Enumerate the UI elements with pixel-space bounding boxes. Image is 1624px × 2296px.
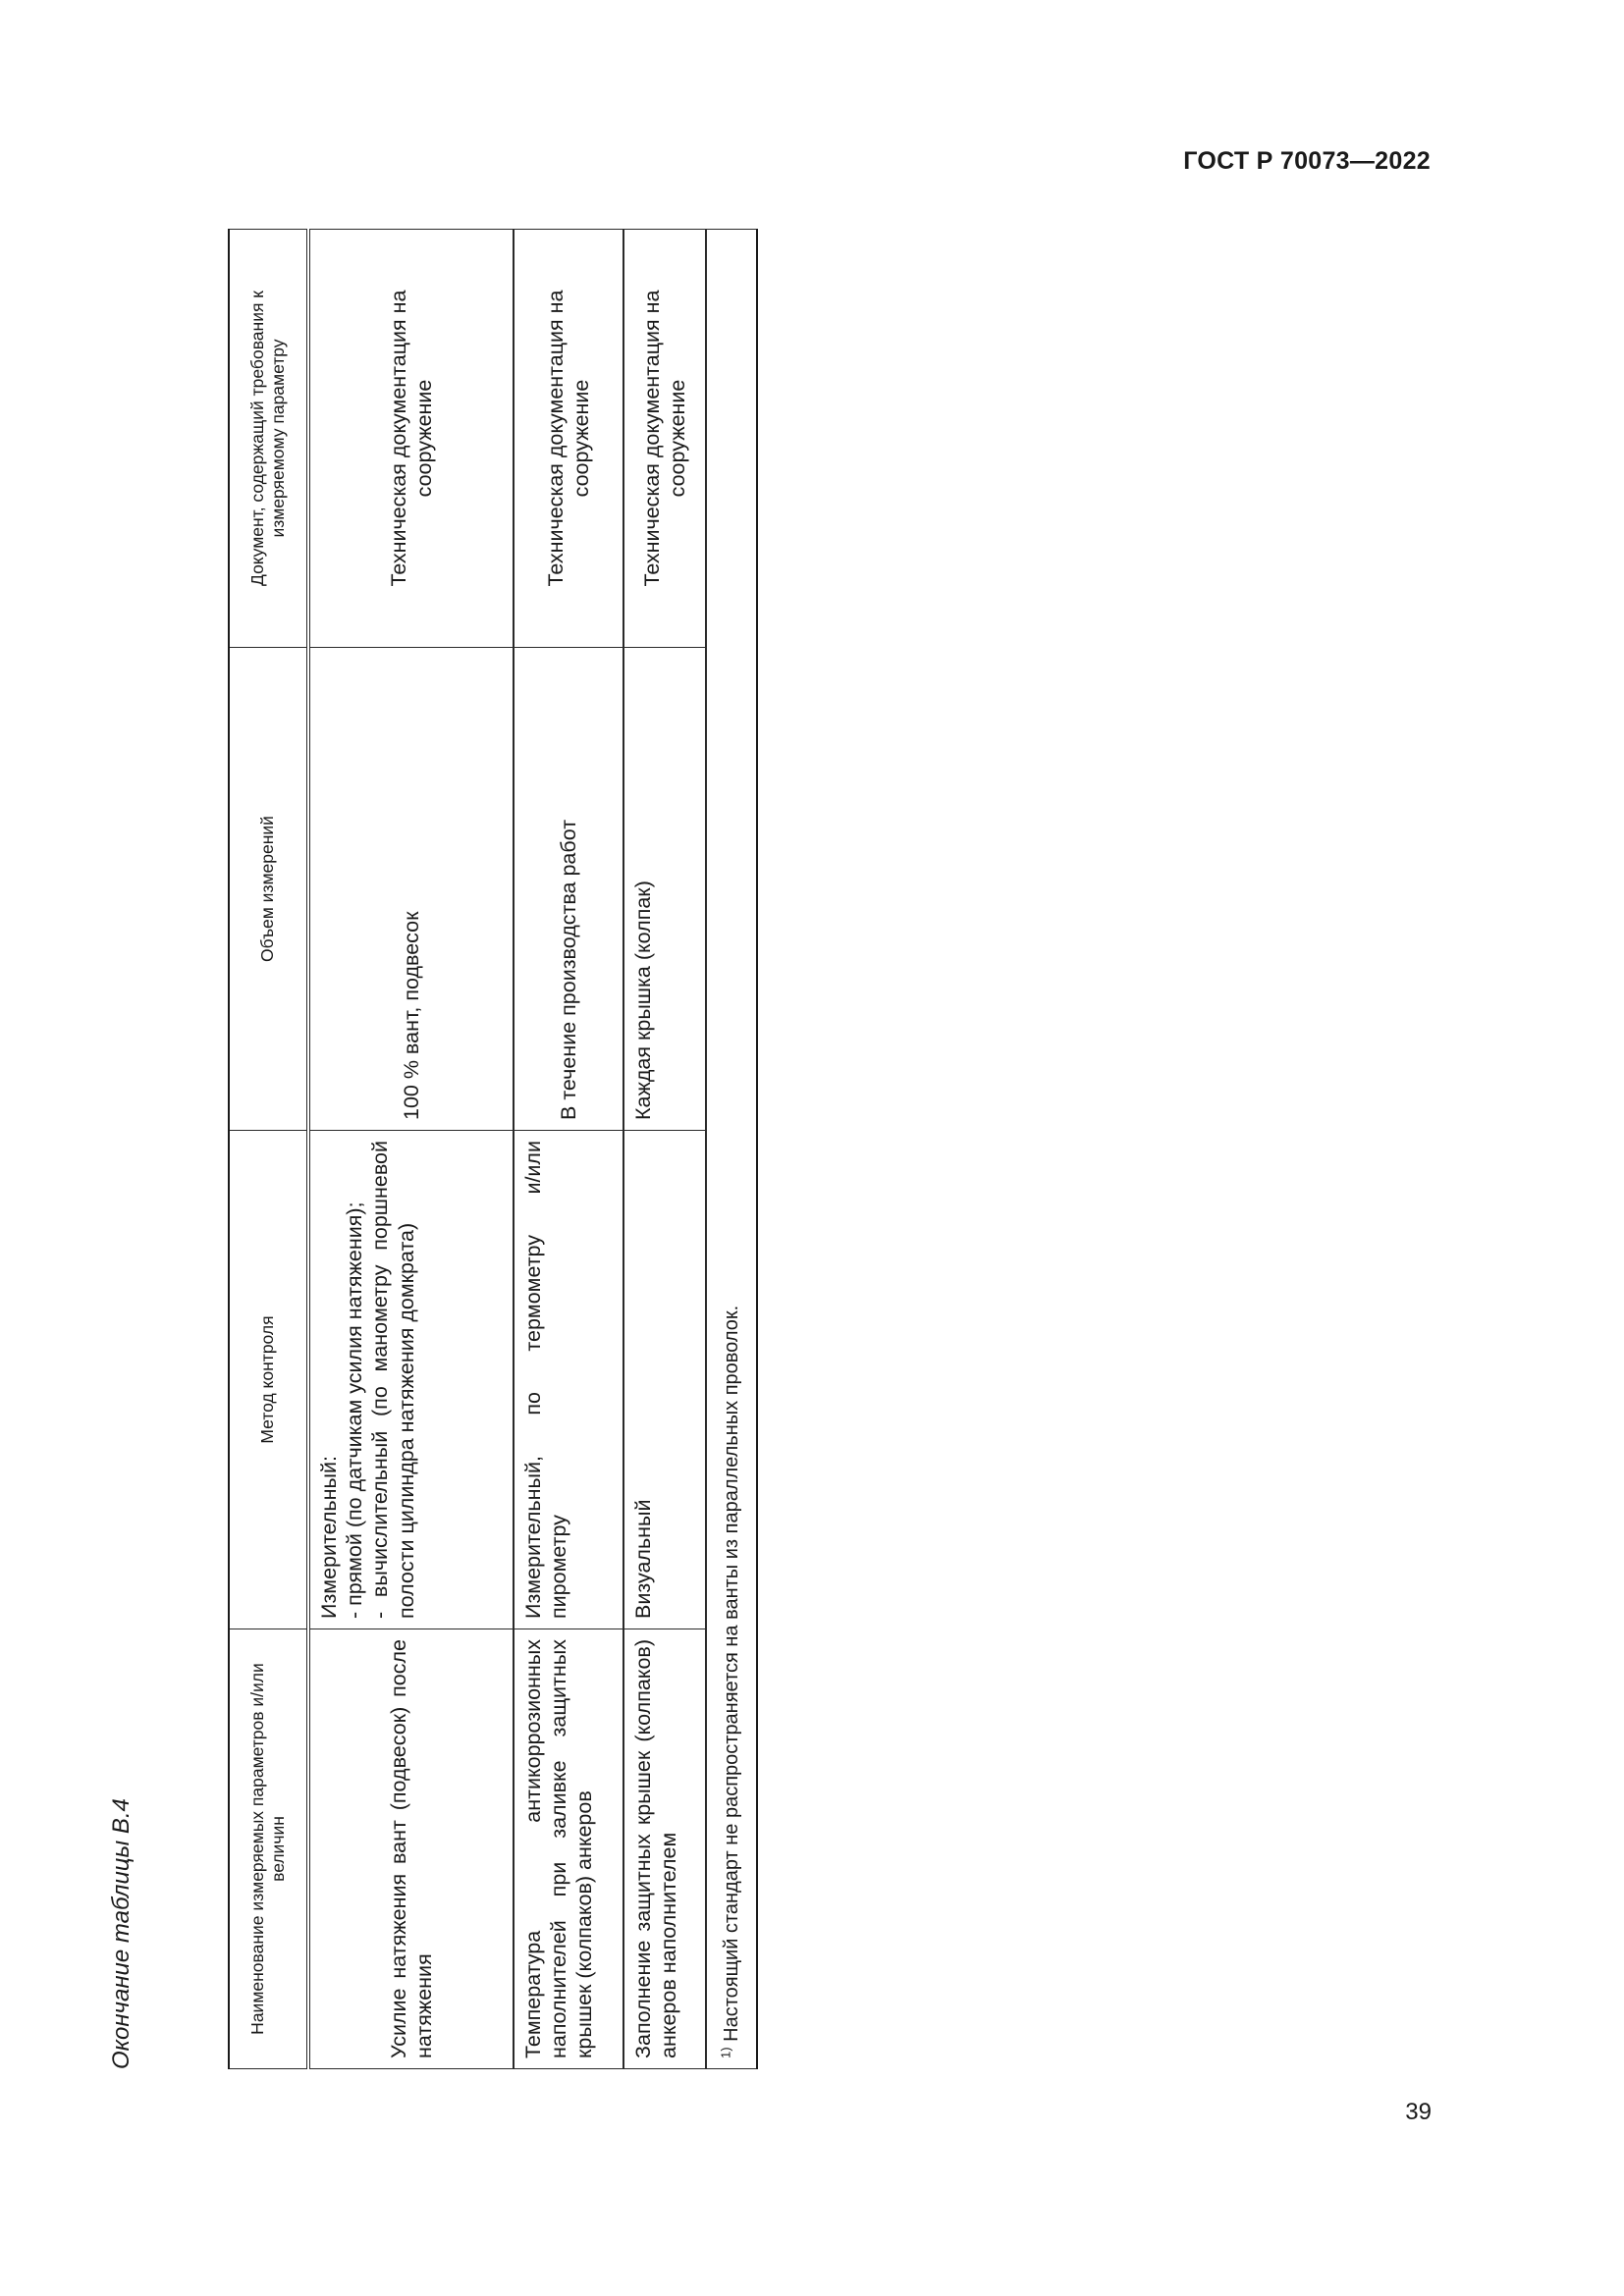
cell-method (308, 1131, 514, 1629)
table-row (308, 230, 514, 2069)
table-row (623, 230, 706, 2069)
rotated-table-block (108, 224, 742, 2069)
cell-method: Измерительный, по термометру и/или пирометру (514, 1131, 623, 1629)
measurement-table (228, 229, 758, 2069)
method-line: - прямой (по датчикам усилия натяжения); (343, 1201, 367, 1619)
column-header-parameter: Наименование измеряемых параметров и/или величин (229, 1629, 308, 2069)
table-footnote (706, 230, 757, 2069)
column-header-method: Метод контроля (229, 1131, 308, 1629)
cell-document: Техническая документация на сооружение (514, 230, 623, 648)
table-footnote-row (706, 230, 757, 2069)
cell-volume: Каждая крышка (колпак) (623, 648, 706, 1131)
table-caption: Окончание таблицы В.4 (108, 1798, 135, 2069)
cell-parameter: Температура антикоррозионных наполнителей при заливке защитных крышек (колпаков) анкеров (514, 1629, 623, 2069)
page-number: 39 (1405, 2099, 1432, 2125)
column-header-volume: Объем измерений (229, 648, 308, 1131)
cell-parameter: Усилие натяжения вант (подвесок) после натяжения (308, 1629, 514, 2069)
standard-code: ГОСТ Р 70073—2022 (1183, 147, 1431, 175)
method-line: - вычислительный (по манометру поршневой полости цилиндра натяжения домкрата) (368, 1141, 418, 1619)
cell-document: Техническая документация на сооружение (623, 230, 706, 648)
table-header-row (229, 230, 308, 2069)
footnote-text: Настоящий стандарт не распространяется на ванты из параллельных проволок. (720, 1305, 742, 2042)
cell-volume: 100 % вант, подвесок (308, 648, 514, 1131)
method-line: Измерительный: (317, 1456, 341, 1619)
cell-volume: В течение производства работ (514, 648, 623, 1131)
footnote-mark: 1) (718, 2047, 733, 2058)
table-row (514, 230, 623, 2069)
cell-document: Техническая документация на сооружение (308, 230, 514, 648)
cell-parameter: Заполнение защитных крышек (колпаков) анкеров наполнителем (623, 1629, 706, 2069)
cell-method: Визуальный (623, 1131, 706, 1629)
column-header-document: Документ, содержащий требования к измеряемому параметру (229, 230, 308, 648)
